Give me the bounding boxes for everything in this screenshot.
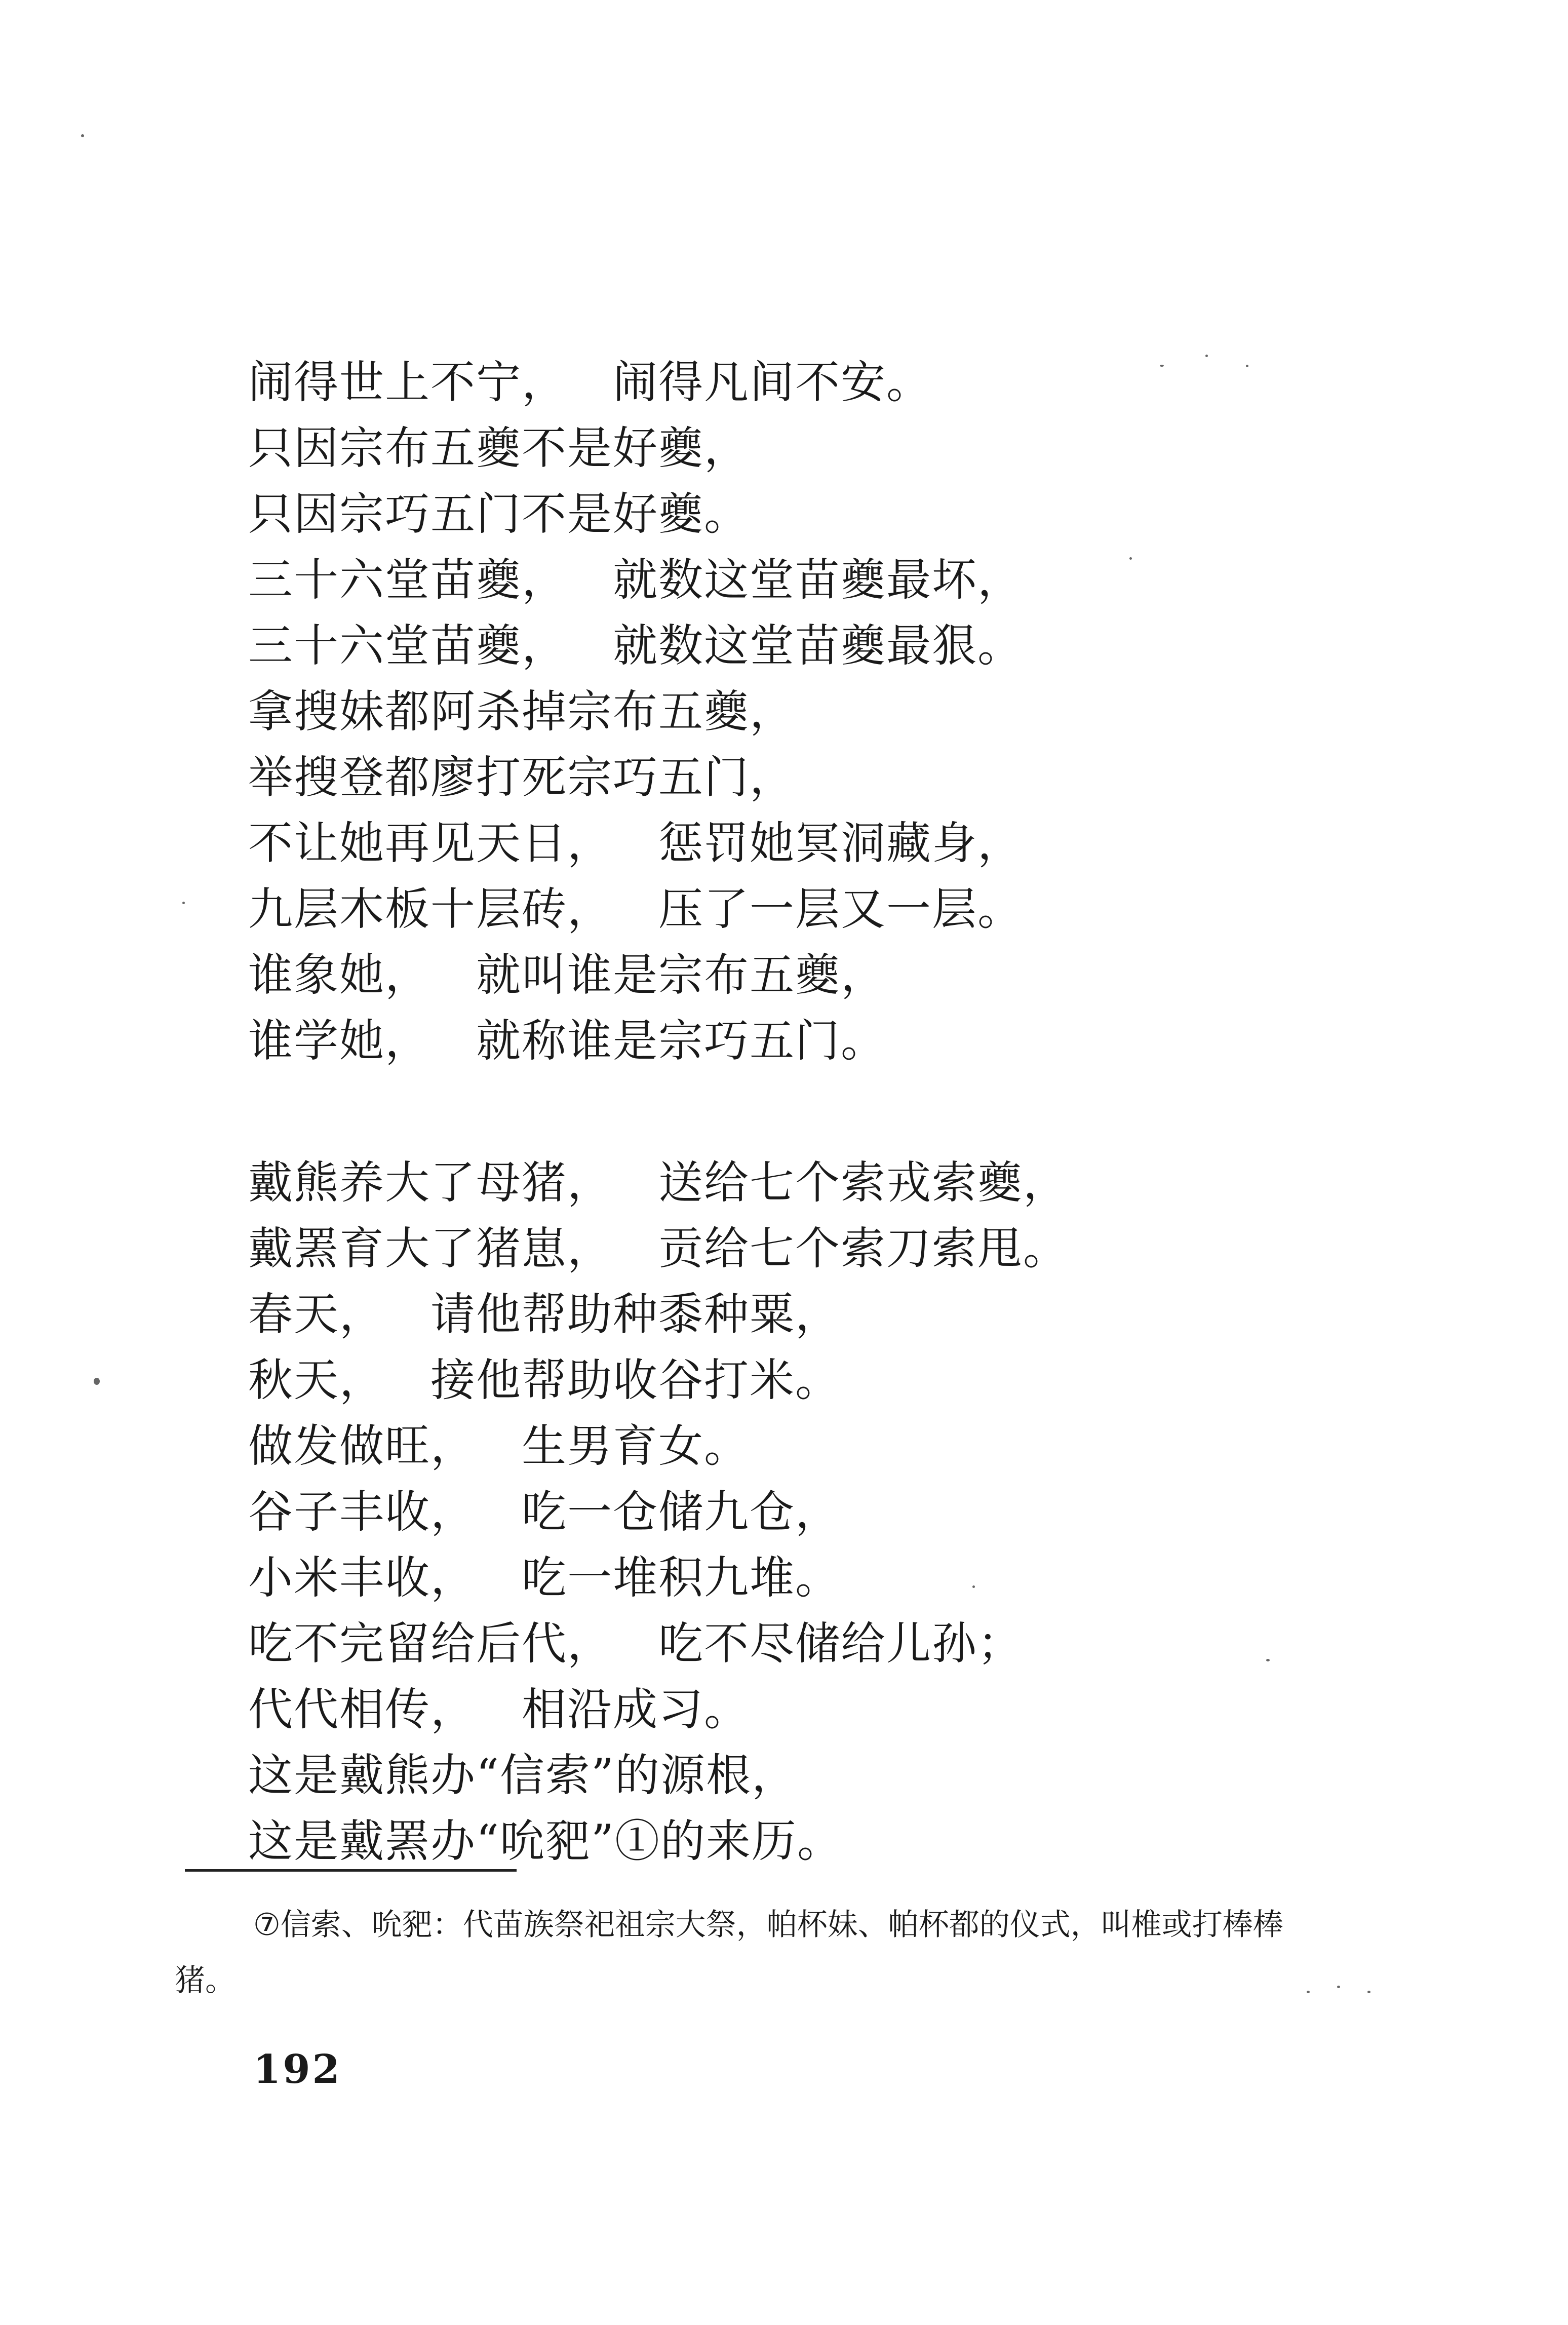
scan-speck: [1160, 365, 1164, 367]
poem-line-segment: 吃不尽储给儿孙；: [658, 1617, 1024, 1670]
poem-line-segment: 压了一层又一层。: [658, 883, 1024, 935]
scan-speck: [1129, 557, 1132, 560]
poem-line: [248, 1413, 1362, 1479]
poem-line: [248, 1611, 1362, 1677]
poem-line: [248, 1545, 1362, 1611]
poem-line: [248, 810, 1362, 876]
poem-line-segment: 小米丰收，: [248, 1552, 477, 1604]
poem-line-segment: 谁象她，: [248, 949, 431, 1001]
poem-line: [248, 1150, 1362, 1216]
poem-line-segment: 拿搜妹都阿杀掉宗布五夔，: [248, 685, 796, 738]
poem-line-segment: 吃一仓储九仓，: [522, 1486, 841, 1538]
footnote-line: 猪。: [175, 1963, 236, 1998]
poem-line-segment: 相沿成习。: [522, 1683, 750, 1735]
poem-line-segment: 只因宗布五夔不是好夔，: [248, 422, 750, 474]
poem-line-segment: 做发做旺，: [248, 1420, 477, 1472]
poem-line-segment: 戴熊养大了母猪，: [248, 1156, 613, 1209]
poem-line-segment: 三十六堂苗夔，: [248, 619, 568, 672]
poem-line-segment: 谁学她，: [248, 1015, 431, 1067]
page-number: 192: [253, 2046, 342, 2092]
scan-speck: [1205, 355, 1208, 357]
poem-line-segment: 请他帮助种黍种粟，: [430, 1288, 841, 1340]
poem-line-segment: 不让她再见天日，: [248, 817, 613, 869]
poem-line: [248, 613, 1362, 679]
poem-line-segment: 就叫谁是宗布五夔，: [476, 949, 887, 1001]
poem-line: [248, 1808, 1362, 1874]
poem-line: [248, 415, 1362, 481]
poem-line-segment: 吃不完留给后代，: [248, 1617, 613, 1670]
poem-line-segment: 举搜登都廖打死宗巧五门，: [248, 751, 796, 803]
poem-line-segment: 秋天，: [248, 1354, 385, 1406]
poem-stanza-2: [248, 1150, 1362, 1874]
poem-line: [248, 876, 1362, 942]
poem-line: [248, 547, 1362, 613]
scan-speck: [182, 902, 185, 904]
footnote: [175, 1897, 1390, 2008]
scan-speck: [1307, 1991, 1310, 1993]
poem-stanza-1: [248, 350, 1362, 1074]
poem-line: [248, 1008, 1362, 1074]
poem-line-segment: 九层木板十层砖，: [248, 883, 613, 935]
poem-line: [248, 1216, 1362, 1282]
poem-line: [248, 1479, 1362, 1545]
poem-line-segment: 谷子丰收，: [248, 1486, 477, 1538]
scan-speck: [972, 1585, 975, 1588]
poem-line-segment: 只因宗巧五门不是好夔。: [248, 488, 750, 540]
poem-line-segment: 惩罚她冥洞藏身，: [658, 817, 1024, 869]
poem-line-segment: 闹得凡间不安。: [613, 356, 932, 408]
scan-speck: [1266, 1659, 1270, 1661]
poem-line-segment: 贡给七个索刀索甩。: [658, 1222, 1069, 1274]
poem-line: [248, 1282, 1362, 1347]
poem-line-segment: 代代相传，: [248, 1683, 477, 1735]
poem-line-segment: 就称谁是宗巧五门。: [476, 1015, 887, 1067]
poem-line-segment: 接他帮助收谷打米。: [430, 1354, 841, 1406]
poem-line: [248, 1677, 1362, 1742]
poem-line-segment: 闹得世上不宁，: [248, 356, 568, 408]
scan-speck: [81, 134, 84, 137]
poem-line-segment: 送给七个索戎索夔，: [658, 1156, 1069, 1209]
scan-speck: [1246, 365, 1248, 367]
scan-speck: [1337, 1986, 1340, 1988]
poem-line-segment: 春天，: [248, 1288, 385, 1340]
scan-speck: [1367, 1991, 1370, 1993]
scan-speck: [94, 1378, 100, 1385]
poem-line-segment: 就数这堂苗夔最狠。: [613, 619, 1024, 672]
poem-line-segment: 生男育女。: [522, 1420, 750, 1472]
poem-line-segment: 这是戴熊办“信索”的源根，: [248, 1749, 797, 1801]
poem-line: [248, 679, 1362, 745]
poem-line: [248, 350, 1362, 415]
poem-line: [248, 1347, 1362, 1413]
poem-line-segment: 这是戴罴办“吮豝”①的来历。: [248, 1815, 843, 1867]
poem-line-segment: 就数这堂苗夔最坏，: [613, 554, 1024, 606]
poem-line: [248, 942, 1362, 1008]
poem-line: [248, 481, 1362, 547]
footnote-line: ⑦信索、吮豝：代苗族祭祀祖宗大祭，帕杯妹、帕杯都的仪式，叫椎或打棒棒: [253, 1907, 1283, 1943]
poem-line: [248, 745, 1362, 810]
poem-line: [248, 1742, 1362, 1808]
poem-line-segment: 戴罴育大了猪崽，: [248, 1222, 613, 1274]
poem-line-segment: 吃一堆积九堆。: [522, 1552, 841, 1604]
poem-line-segment: 三十六堂苗夔，: [248, 554, 568, 606]
footnote-divider: [185, 1869, 517, 1872]
